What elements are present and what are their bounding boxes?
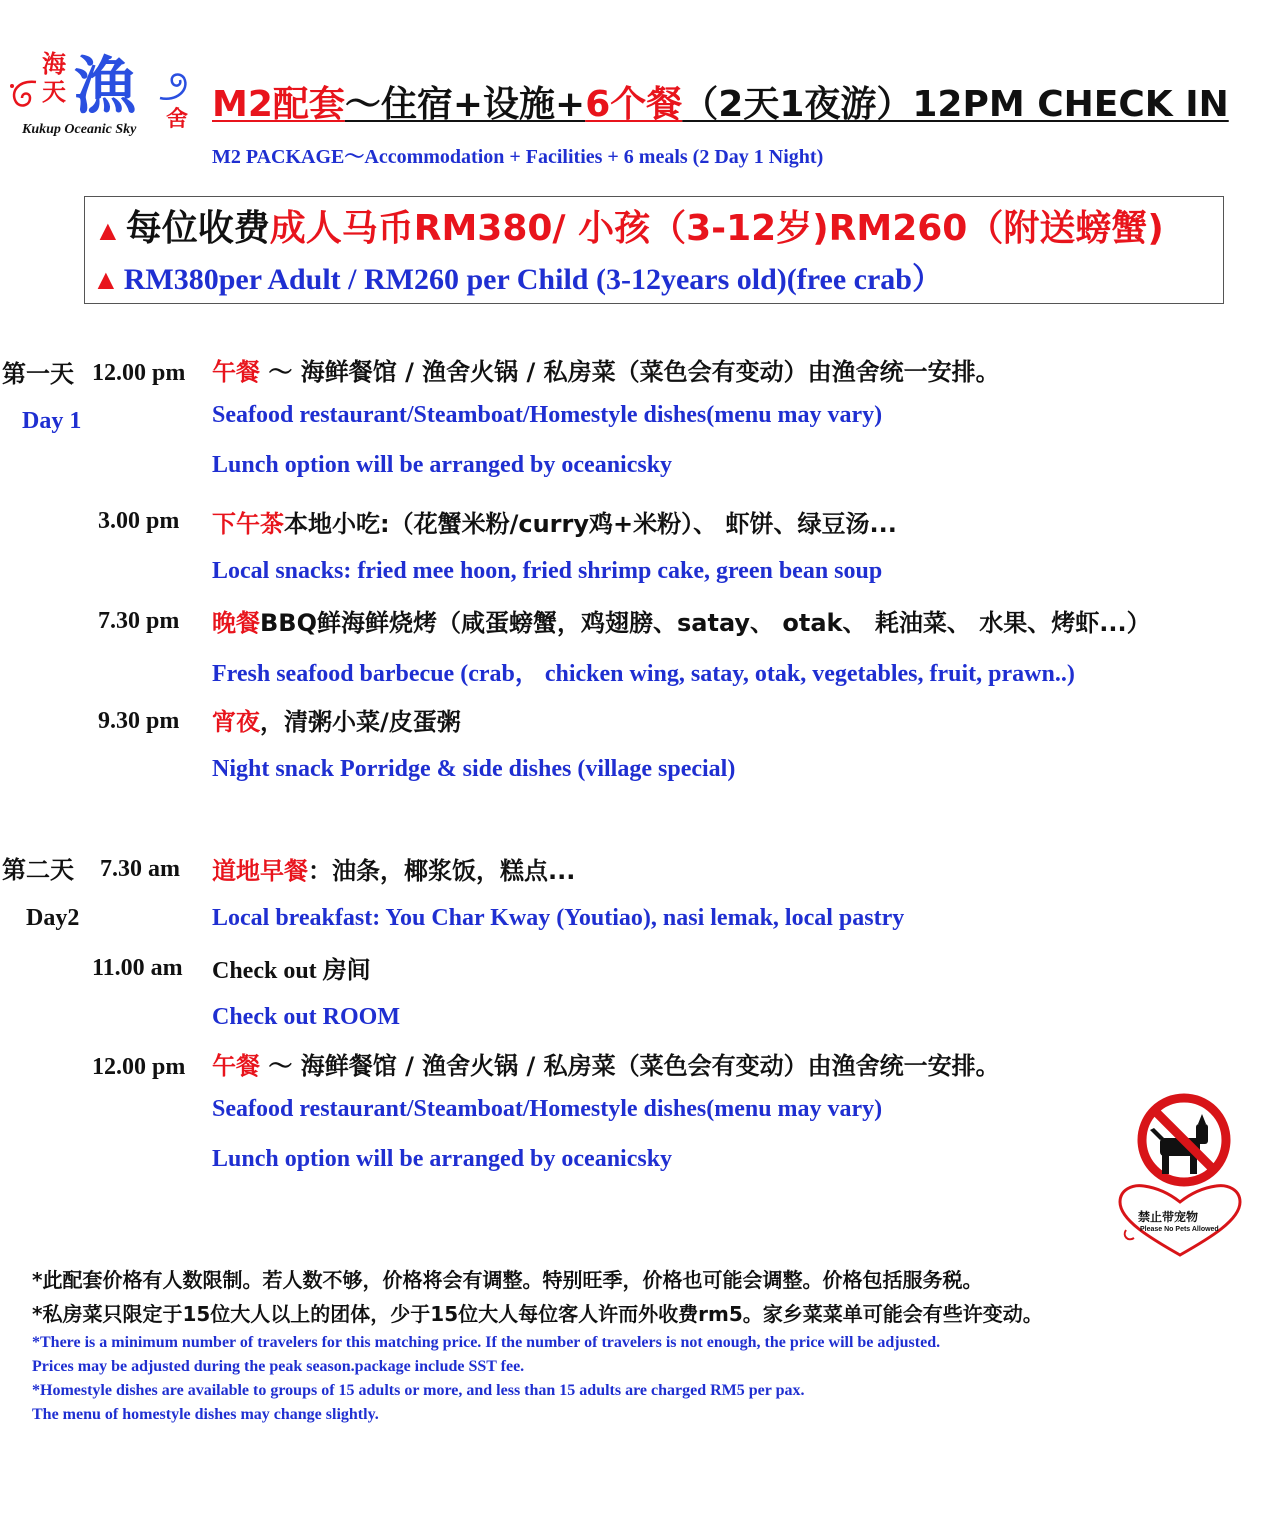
- meal-name: 晚餐: [212, 609, 260, 637]
- day1-supper-en: Night snack Porridge & side dishes (village special): [212, 756, 736, 782]
- meal-detail-zh: BBQ鲜海鲜烧烤（咸蛋螃蟹，鸡翅膀、satay、 otak、 耗油菜、 水果、烤虾...）: [260, 609, 1151, 637]
- logo: [6, 38, 198, 146]
- day1-supper-zh: [212, 702, 461, 737]
- day2-checkout-en: Check out ROOM: [212, 1004, 400, 1030]
- meal-name: 宵夜: [212, 708, 260, 736]
- day1-label-en: Day 1: [22, 408, 82, 434]
- meal-name: 下午茶: [212, 510, 284, 538]
- day2-lunch-note: Lunch option will be arranged by oceanicsky: [212, 1146, 673, 1172]
- day1-time-supper: 9.30 pm: [98, 708, 180, 734]
- meal-detail-zh: ～ 海鲜餐馆 / 渔舍火锅 / 私房菜（菜色会有变动）由渔舍统一安排。: [260, 358, 1000, 386]
- price-line-en: [92, 258, 942, 303]
- day2-time-lunch: 12.00 pm: [92, 1054, 186, 1080]
- title-duration: （2天1夜游）12PM CHECK IN: [682, 84, 1229, 125]
- day2-lunch-zh: [212, 1046, 1000, 1081]
- price-detail-en: RM380per Adult / RM260 per Child (3-12years old)(free crab）: [123, 263, 942, 296]
- price-detail-zh: 成人马币RM380/ 小孩（3-12岁)RM260（附送螃蟹): [269, 208, 1164, 249]
- day2-breakfast-zh: [212, 851, 575, 886]
- no-pets-label-en: Please No Pets Allowed: [1140, 1226, 1219, 1233]
- note-zh-1: *此配套价格有人数限制。若人数不够，价格将会有调整。特别旺季，价格也可能会调整。价格包括服务税。: [32, 1268, 983, 1292]
- day2-breakfast-en: Local breakfast: You Char Kway (Youtiao), nasi lemak, local pastry: [212, 905, 905, 931]
- page-title: [212, 80, 1229, 129]
- day2-time-breakfast: 7.30 am: [100, 856, 180, 882]
- meal-detail-zh: ，清粥小菜/皮蛋粥: [260, 708, 461, 736]
- day1-time-tea: 3.00 pm: [98, 508, 180, 534]
- day2-checkout-zh: Check out 房间: [212, 958, 371, 984]
- note-en-2: Prices may be adjusted during the peak season.package include SST fee.: [32, 1358, 525, 1375]
- meal-name: 午餐: [212, 358, 260, 386]
- logo-char-yu: 漁: [74, 49, 137, 122]
- logo-char-she: 舍: [166, 106, 189, 132]
- logo-char-tian: 天: [42, 77, 66, 106]
- price-prefix: 每位收费: [125, 208, 270, 249]
- swirl-ornament-icon: [156, 68, 194, 104]
- day2-lunch-en: Seafood restaurant/Steamboat/Homestyle dishes(menu may vary): [212, 1096, 883, 1122]
- logo-brand-text: Kukup Oceanic Sky: [22, 122, 137, 137]
- note-en-4: The menu of homestyle dishes may change slightly.: [32, 1406, 379, 1423]
- price-line-zh: [94, 204, 1164, 256]
- meal-name: 道地早餐: [212, 857, 308, 885]
- meal-detail-zh: ～ 海鲜餐馆 / 渔舍火锅 / 私房菜（菜色会有变动）由渔舍统一安排。: [260, 1052, 1000, 1080]
- day2-label-en: Day2: [26, 905, 80, 931]
- note-zh-2: *私房菜只限定于15位大人以上的团体，少于15位大人每位客人许而外收费rm5。家乡菜菜单可能会有些许变动。: [32, 1302, 1043, 1326]
- title-inclusions: ～住宿+设施+: [344, 84, 586, 125]
- day1-lunch-note: Lunch option will be arranged by oceanicsky: [212, 452, 673, 478]
- triangle-marker-icon: ▲: [94, 216, 122, 247]
- no-pets-sign: [1110, 1090, 1250, 1260]
- logo-char-hai: 海: [42, 49, 66, 78]
- no-pets-icon: [1110, 1090, 1250, 1260]
- day1-lunch-en: Seafood restaurant/Steamboat/Homestyle dishes(menu may vary): [212, 402, 883, 428]
- title-package-code: M2配套: [212, 84, 345, 125]
- swirl-ornament-icon: [6, 76, 42, 112]
- day1-time-dinner: 7.30 pm: [98, 608, 180, 634]
- meal-detail-zh: 本地小吃:（花蟹米粉/curry鸡+米粉）、 虾饼、绿豆汤...: [284, 510, 897, 538]
- note-en-3: *Homestyle dishes are available to groups of 15 adults or more, and less than 15 adults are charged RM5 per pax.: [32, 1382, 805, 1399]
- day2-time-checkout: 11.00 am: [92, 955, 183, 981]
- meal-detail-zh: ：油条，椰浆饭，糕点...: [308, 857, 576, 885]
- day1-label-zh: 第一天: [2, 360, 74, 388]
- day1-time-lunch: 12.00 pm: [92, 360, 186, 386]
- day1-dinner-en: Fresh seafood barbecue (crab， chicken wing, satay, otak, vegetables, fruit, prawn..): [212, 661, 1075, 687]
- title-meals: 6个餐: [585, 84, 683, 125]
- no-pets-label-zh: 禁止带宠物: [1138, 1210, 1199, 1224]
- day1-dinner-zh: [212, 603, 1151, 638]
- day2-label-zh: 第二天: [2, 856, 74, 884]
- day1-tea-en: Local snacks: fried mee hoon, fried shrimp cake, green bean soup: [212, 558, 883, 584]
- day1-lunch-zh: [212, 352, 1000, 387]
- day1-tea-zh: [212, 504, 897, 539]
- meal-name: 午餐: [212, 1052, 260, 1080]
- note-en-1: *There is a minimum number of travelers for this matching price. If the number of travelers is not enough, the price will be adjusted.: [32, 1334, 941, 1351]
- triangle-marker-icon: ▲: [92, 265, 120, 296]
- page-subtitle: M2 PACKAGE～Accommodation + Facilities + 6 meals (2 Day 1 Night): [212, 146, 824, 168]
